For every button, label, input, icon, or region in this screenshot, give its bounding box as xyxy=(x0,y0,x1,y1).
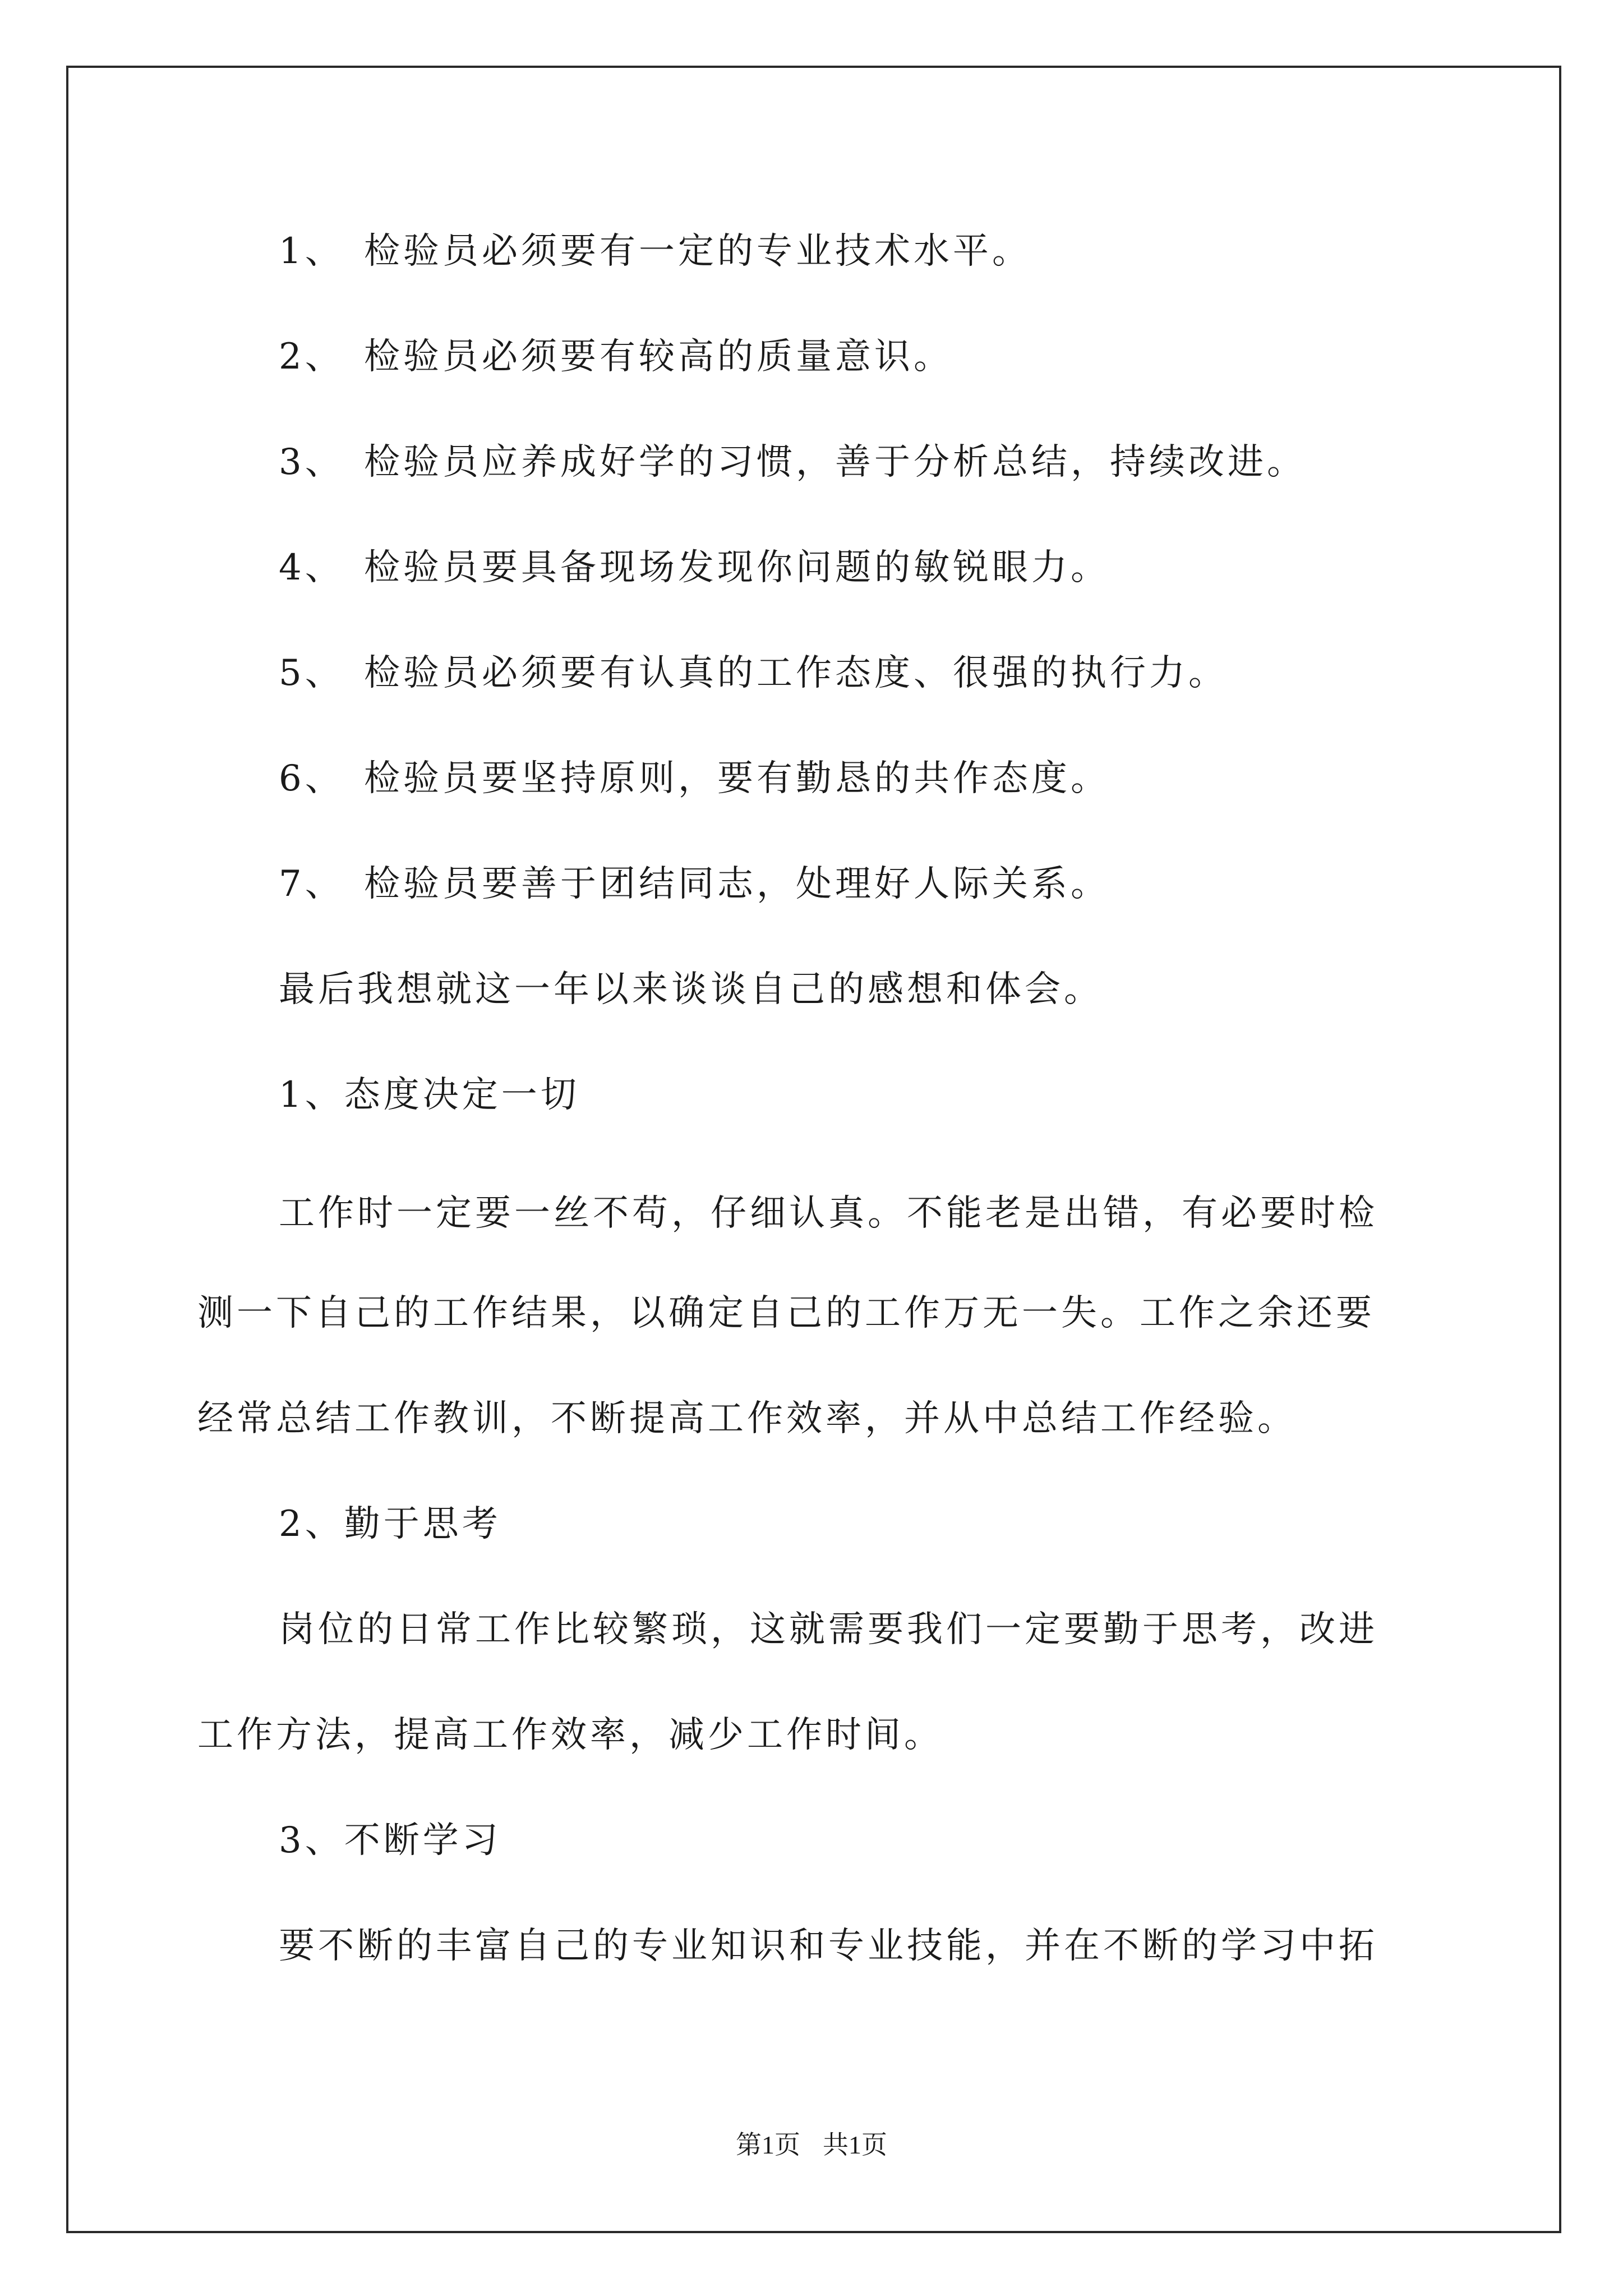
page-number: 第1页 xyxy=(736,2131,800,2159)
paragraph-line: 工作时一定要一丝不苟，仔细认真。不能老是出错，有必要时检 xyxy=(279,1193,1378,1234)
page-footer xyxy=(0,2129,1623,2161)
list-item xyxy=(279,862,1110,907)
list-item-number: 1、 xyxy=(279,231,344,272)
list-item-number: 7、 xyxy=(279,863,344,905)
section-heading: 3、不断学习 xyxy=(279,1820,501,1861)
paragraph-line: 要不断的丰富自己的专业知识和专业技能，并在不断的学习中拓 xyxy=(279,1925,1378,1967)
intro-paragraph: 最后我想就这一年以来谈谈自己的感想和体会。 xyxy=(279,969,1103,1010)
section-heading: 2、勤于思考 xyxy=(279,1503,501,1545)
list-item-text: 检验员必须要有认真的工作态度、很强的执行力。 xyxy=(364,652,1228,694)
list-item-text: 检验员要具备现场发现你问题的敏锐眼力。 xyxy=(364,547,1110,588)
section-heading: 1、态度决定一切 xyxy=(279,1074,580,1116)
list-item-text: 检验员必须要有较高的质量意识。 xyxy=(364,336,953,378)
paragraph-line: 工作方法，提高工作效率，减少工作时间。 xyxy=(197,1714,943,1756)
paragraph-line: 测一下自己的工作结果，以确定自己的工作万无一失。工作之余还要 xyxy=(197,1292,1375,1334)
list-item xyxy=(279,545,1110,590)
list-item xyxy=(279,334,953,379)
list-item-text: 检验员要善于团结同志，处理好人际关系。 xyxy=(364,863,1110,905)
list-item xyxy=(279,440,1306,485)
paragraph-line: 经常总结工作教训，不断提高工作效率，并从中总结工作经验。 xyxy=(197,1398,1297,1439)
list-item-number: 6、 xyxy=(279,758,344,799)
list-item xyxy=(279,651,1228,696)
list-item-text: 检验员要坚持原则，要有勤恳的共作态度。 xyxy=(364,758,1110,799)
page-border xyxy=(66,66,1561,2233)
page-total: 共1页 xyxy=(823,2131,887,2159)
list-item-number: 3、 xyxy=(279,441,344,483)
list-item-text: 检验员应养成好学的习惯，善于分析总结，持续改进。 xyxy=(364,441,1306,483)
list-item-number: 5、 xyxy=(279,652,344,694)
list-item-number: 4、 xyxy=(279,547,344,588)
list-item-number: 2、 xyxy=(279,336,344,378)
list-item xyxy=(279,756,1110,801)
paragraph-line: 岗位的日常工作比较繁琐，这就需要我们一定要勤于思考，改进 xyxy=(279,1609,1378,1650)
list-item xyxy=(279,229,1031,274)
list-item-text: 检验员必须要有一定的专业技术水平。 xyxy=(364,231,1031,272)
